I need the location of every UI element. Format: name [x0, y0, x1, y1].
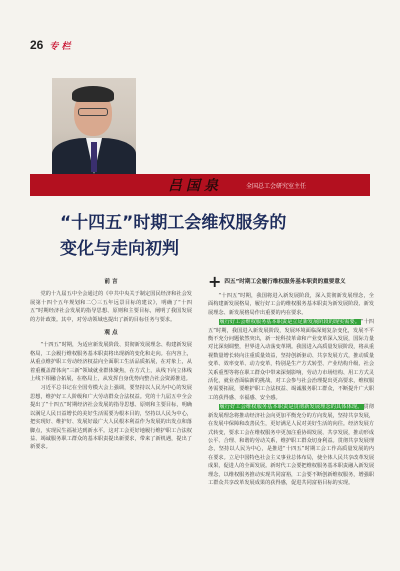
viewpoint-paragraph: “十四五”时期，为适应新发展阶段、贯彻新发展理念、构建新发展格局，工会履行维权服务基本职责将出现新的变化和走向。在内容上，从重点维护职工劳动经济权益向全面职工生活品质拓展，在对象上，从着重覆盖群体向“三新”领域就业群体聚焦，在方式上，从线下向立体线上线下相融合拓展，在格局上，从发挥自身优势向整合社会资源推进。: [30, 342, 192, 383]
viewpoint-paragraph: 习近平总书记在全国劳模大会上强调，要坚持以人民为中心的发展思想，维护好工人阶级和广大劳动群众合法权益。党的十九届五中全会提出了“十四五”时期经济社会发展的指导思想、原则和主要目标，明确以满足人民日益增长的美好生活需要为根本目的，坚持以人民为中心，把实现好、维护好、发展好最广大人民根本利益作为发展的出发点和落脚点，实现民生福祉达到新水平。这对工会更好地履行维护职工合法权益、竭诚服务职工群众的基本职责提出新要求，带来了新机遇，提出了新要求。: [30, 385, 192, 451]
right-column: [208, 272, 375, 488]
section-heading: [208, 272, 374, 291]
paragraph-text: “十四五”时期，我国将进入新发展阶段，深入贯彻新发展理念，全面构建新发展格局，履行好工会的维权服务基本职责为新发展阶段、新发展理念、新发展格局作出重要的内在要求。: [208, 293, 375, 316]
author-tie: [91, 142, 97, 172]
section-tag: 专 栏: [49, 42, 71, 52]
body-paragraph: [208, 318, 374, 402]
author-title: 全国总工会研究室主任: [246, 183, 307, 190]
author-hair: [72, 86, 114, 102]
body-paragraph: [208, 292, 374, 317]
article-title-line-2: 变化与走向初判: [60, 239, 179, 259]
left-column: [30, 276, 192, 453]
glasses-icon: [78, 108, 108, 116]
highlight-lead: 履行好工会维权服务基本职责是立足新发展阶段的现实需要。: [219, 319, 360, 326]
paragraph-text: “十四五”时期，我国进入新发展阶段，发展环境面临深刻复杂变化，发展不平衡不充分问题依然突出，新一轮科技革命和产业变革深入发展，国际力量对比深刻调整，世界进入动荡变革期。我国进入高质量发展阶段，将从重视数量增长转向注重质量效益，坚持创新驱动、共享发展方式，推动质量变革、效率变革、动力变革，特别是生产方式转型、产业结构升级、社会关系重塑等将在职工群众中带来深刻影响，劳动力市场结构、用工方式灵活化，就业者面临新的挑战，对工会参与社会治理提出更高要求，维权服务需要拓展，要维护职工合法权益、竭诚服务职工群众，不断提升广大职工的获得感、幸福感、安全感。: [208, 319, 375, 401]
paragraph-text: 贯彻新发展理念将推动经济社会向更加平衡充分的方向发展，坚持共享发展，在发展中保障和改善民生，更好满足人民对美好生活的向往。经济发展方式转变，要求工会在维权服务中更加注重协调发展、共享发展，推动形成公平、合理、和谐的劳动关系，维护职工群众切身利益。贯彻共享发展理念，坚持以人民为中心，是推进“十四五”时期工会工作高质量发展的内在要求。立足中国特色社会主义事业总体布局，使全体人民共享改革发展成果，促进人的全面发展。新时代工会要把维权服务基本职责融入新发展理念，以维权服务推动实现共同富裕，工会要不断创新维权服务，增强职工群众共享改革发展成果的获得感，促进共同富裕目标的实现。: [208, 404, 375, 486]
article-title: [60, 210, 360, 262]
viewpoint-heading: 观 点: [104, 330, 118, 337]
page-number: 26: [30, 38, 44, 52]
highlight-lead: 履行好工会维权服务基本职责是贯彻新发展理念的具体体现。: [219, 404, 363, 411]
page-header: [30, 38, 71, 56]
body-paragraph: [208, 403, 374, 487]
article-title-line-1: “十四五”时期工会维权服务的: [60, 213, 287, 233]
section-heading-text: 四五”时期工会履行维权服务基本职责的重要意义: [224, 278, 346, 285]
preface-heading: 前 言: [104, 279, 118, 285]
author-photo: [52, 78, 136, 174]
author-name: 吕国泉: [168, 178, 222, 194]
preface-paragraph: 党的十九届五中全会通过的《中共中央关于制定国民经济和社会发展第十四个五年规划和二〇三五年远景目标的建议》，明确了“十四五”时期经济社会发展的指导思想、原则和主要目标，阐明了我国发展的方针政策。其中，对劳动领域也提出了新的目标任务与要求。: [30, 291, 192, 323]
section-number: +: [208, 272, 222, 291]
